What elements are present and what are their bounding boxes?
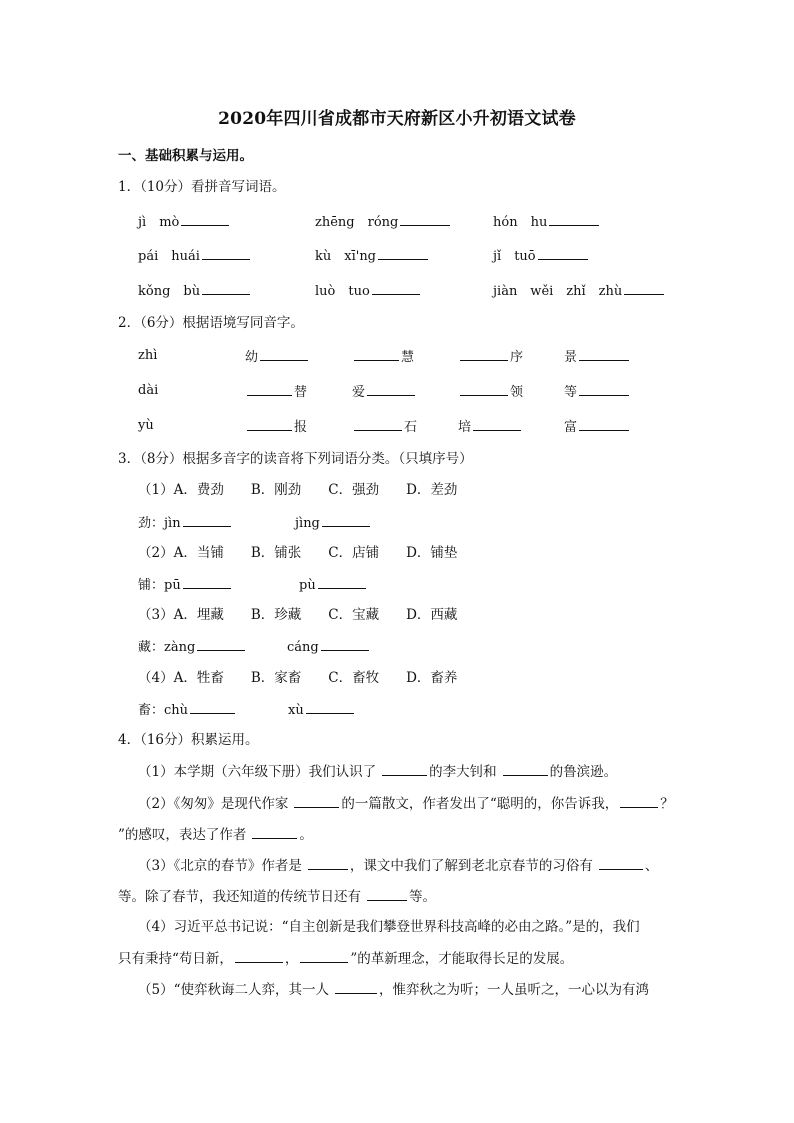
homophone-item: 等: [564, 381, 631, 403]
question-2-heading: 2．（6分）根据语境写同音字。: [118, 315, 304, 331]
question-4-item-3-cont: 等。除了春节，我还知道的传统节日还有 等。: [118, 886, 436, 907]
answer-blank[interactable]: [318, 574, 366, 589]
homophone-item: 培: [458, 416, 523, 438]
homophone-item: 序: [458, 346, 523, 368]
answer-blank[interactable]: [183, 574, 231, 589]
pinyin-item: zhēng róng: [315, 211, 452, 233]
polyphone-answer: 藏：zàng: [138, 636, 247, 658]
question-4-item-4-cont: 只有秉持“苟日新， ， ”的革新理念，才能取得长足的发展。: [118, 948, 573, 969]
answer-blank[interactable]: [202, 280, 250, 295]
polyphone-answer: 铺：pū: [138, 574, 233, 596]
answer-blank[interactable]: [579, 416, 629, 431]
answer-blank[interactable]: [354, 416, 402, 431]
answer-blank[interactable]: [252, 824, 297, 839]
polyphone-options: （3）A．埋藏 B．珍藏 C．宝藏 D．西藏: [138, 607, 458, 623]
question-4-item-1: （1）本学期（六年级下册）我们认识了 的李大钊和 的鲁滨逊。: [138, 761, 617, 782]
answer-blank[interactable]: [260, 346, 308, 361]
pinyin-item: jì mò: [138, 211, 231, 233]
answer-blank[interactable]: [400, 211, 450, 226]
answer-blank[interactable]: [235, 948, 283, 963]
answer-blank[interactable]: [335, 979, 377, 994]
answer-blank[interactable]: [624, 280, 664, 295]
polyphone-answer: jìng: [295, 512, 372, 534]
answer-blank[interactable]: [202, 245, 250, 260]
pinyin-item: jiàn wěi zhǐ zhù: [493, 280, 666, 302]
section-heading: 一、基础积累与运用。: [118, 148, 253, 164]
answer-blank[interactable]: [382, 761, 427, 776]
pinyin-item: pái huái: [138, 245, 252, 267]
answer-blank[interactable]: [579, 381, 629, 396]
answer-blank[interactable]: [473, 416, 521, 431]
polyphone-answer: 劲：jìn: [138, 512, 233, 534]
polyphone-answer: xù: [288, 699, 356, 721]
homophone-item: 替: [245, 381, 307, 403]
homophone-pinyin: yù: [138, 418, 154, 433]
question-4-item-3: （3）《北京的春节》作者是 ，课文中我们了解到老北京春节的习俗有 、: [138, 855, 658, 876]
answer-blank[interactable]: [300, 948, 348, 963]
homophone-item: 领: [458, 381, 523, 403]
question-3-heading: 3．（8分）根据多音字的读音将下列词语分类。（只填序号）: [118, 451, 473, 467]
answer-blank[interactable]: [190, 699, 235, 714]
question-4-item-2-cont: ”的感叹，表达了作者 。: [118, 824, 313, 845]
answer-blank[interactable]: [372, 280, 420, 295]
answer-blank[interactable]: [197, 636, 245, 651]
question-4-item-4: （4）习近平总书记说：“自主创新是我们攀登世界科技高峰的必由之路。”是的，我们: [138, 919, 640, 935]
homophone-item: 富: [564, 416, 631, 438]
homophone-item: 报: [245, 416, 307, 438]
homophone-item: 幼: [245, 346, 310, 368]
polyphone-answer: 畜：chù: [138, 699, 237, 721]
pinyin-item: hón hu: [493, 211, 601, 233]
answer-blank[interactable]: [503, 761, 548, 776]
pinyin-item: kù xī'ng: [315, 245, 430, 267]
pinyin-item: jǐ tuō: [493, 245, 590, 267]
pinyin-item: luò tuo: [315, 280, 422, 302]
answer-blank[interactable]: [549, 211, 599, 226]
answer-blank[interactable]: [579, 346, 629, 361]
page-title: 2020年四川省成都市天府新区小升初语文试卷: [218, 109, 576, 129]
homophone-item: 爱: [352, 381, 417, 403]
polyphone-answer: pù: [299, 574, 368, 596]
answer-blank[interactable]: [247, 416, 292, 431]
question-4-item-5: （5）“使弈秋诲二人弈，其一人 ，惟弈秋之为听；一人虽听之，一心以为有鸿: [138, 979, 649, 1000]
answer-blank[interactable]: [354, 346, 399, 361]
polyphone-options: （2）A．当铺 B．铺张 C．店铺 D．铺垫: [138, 545, 458, 561]
answer-blank[interactable]: [367, 886, 407, 901]
homophone-item: 景: [564, 346, 631, 368]
answer-blank[interactable]: [460, 381, 508, 396]
answer-blank[interactable]: [247, 381, 292, 396]
answer-blank[interactable]: [308, 855, 348, 870]
homophone-pinyin: dài: [138, 383, 159, 398]
answer-blank[interactable]: [294, 793, 339, 808]
homophone-pinyin: zhì: [138, 348, 158, 363]
polyphone-options: （4）A．牲畜 B．家畜 C．畜牧 D．畜养: [138, 670, 458, 686]
answer-blank[interactable]: [460, 346, 508, 361]
homophone-item: 慧: [352, 346, 414, 368]
pinyin-item: kǒng bù: [138, 280, 252, 302]
answer-blank[interactable]: [538, 245, 588, 260]
answer-blank[interactable]: [620, 793, 658, 808]
answer-blank[interactable]: [321, 636, 369, 651]
question-4-heading: 4．（16分）积累运用。: [118, 732, 259, 748]
answer-blank[interactable]: [322, 512, 370, 527]
homophone-item: 石: [352, 416, 417, 438]
answer-blank[interactable]: [181, 211, 229, 226]
answer-blank[interactable]: [306, 699, 354, 714]
answer-blank[interactable]: [599, 855, 643, 870]
answer-blank[interactable]: [367, 381, 415, 396]
answer-blank[interactable]: [183, 512, 231, 527]
polyphone-answer: cáng: [287, 636, 371, 658]
question-1-heading: 1．（10分）看拼音写词语。: [118, 179, 286, 195]
question-4-item-2: （2）《匆匆》是现代作家 的一篇散文，作者发出了“聪明的，你告诉我， ？: [138, 793, 674, 814]
answer-blank[interactable]: [378, 245, 428, 260]
polyphone-options: （1）A．费劲 B．刚劲 C．强劲 D．差劲: [138, 482, 458, 498]
